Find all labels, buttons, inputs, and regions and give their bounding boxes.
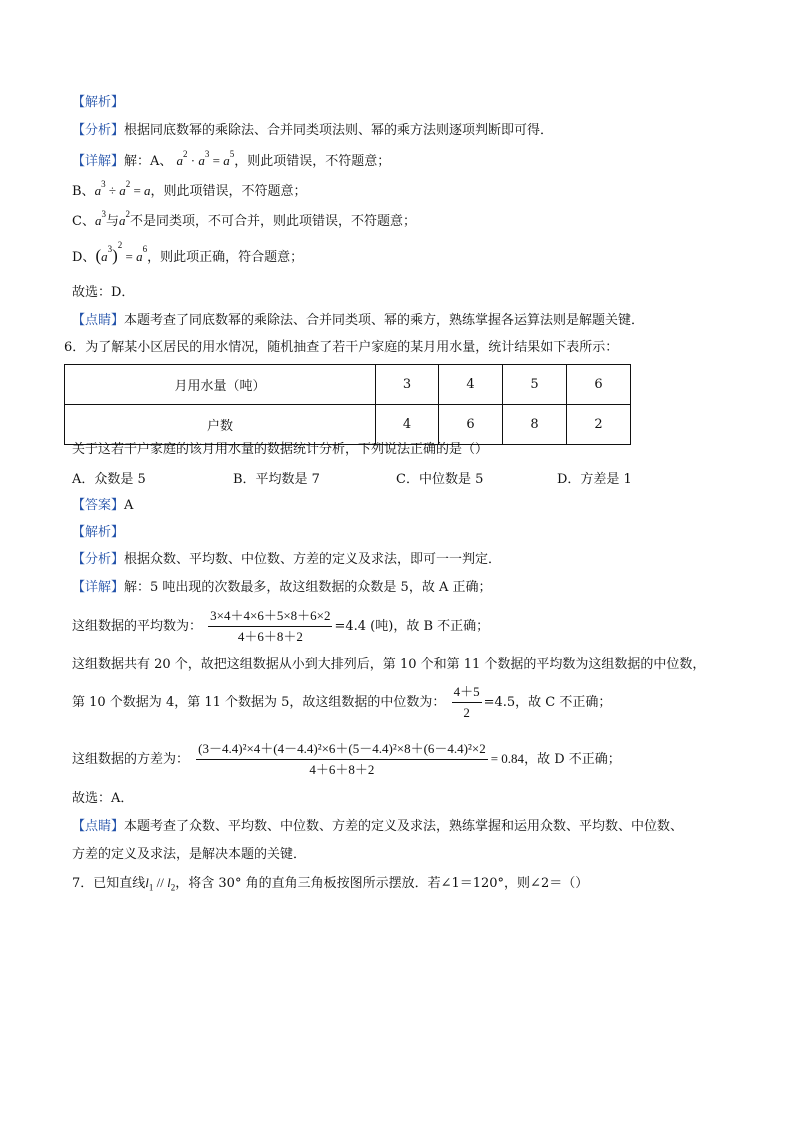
table-cell: 6 <box>567 365 631 405</box>
question-6-stem: 6．为了解某小区居民的用水情况，随机抽查了若干户家庭的某月用水量，统计结果如下表所示： <box>64 340 619 355</box>
fenxi-line-6 <box>72 550 501 570</box>
median-suffix: =4.5，故 C 不正确； <box>483 695 612 710</box>
water-usage-table <box>64 364 631 445</box>
median-numerator: 4＋5 <box>452 682 482 703</box>
option-d-suffix: ，则此项正确，符合题意； <box>147 250 304 265</box>
choice-d: 故选：D． <box>72 285 135 300</box>
table-cell: 6 <box>439 405 503 445</box>
option-a-suffix: ，则此项错误，不符题意； <box>234 154 391 169</box>
answer-value: A <box>124 498 134 513</box>
variance-line <box>72 739 621 780</box>
formula-d: $(a^3)^2 = a^6$ <box>95 240 148 265</box>
option-c-suffix: 不是同类项，不可合并，则此项错误，不符题意； <box>129 214 416 229</box>
mean-denominator: 4＋6＋8＋2 <box>237 629 303 644</box>
dianjing-text: 本题考查了同底数幂的乘除法、合并同类项、幂的乘方，熟练掌握各运算法则是解题关键． <box>124 313 645 328</box>
option-c-prefix: C、 <box>72 214 95 229</box>
table-row <box>65 405 631 445</box>
table-row-label: 月用水量（吨） <box>65 365 376 405</box>
fenxi-text: 根据同底数幂的乘除法、合并同类项法则、幂的乘方法则逐项判断即可得． <box>124 123 554 138</box>
median-line-1: 这组数据共有 20 个，故把这组数据从小到大排列后，第 10 个和第 11 个数据的平均数为这组数据的中位数， <box>72 657 706 672</box>
median-denominator: 2 <box>463 705 470 720</box>
formula-a: $a^2 \cdot a^3 = a^5$ <box>176 149 235 168</box>
variance-result: = 0.84 <box>490 751 525 766</box>
dianjing-line-6b: 方差的定义及求法，是解决本题的关键． <box>72 847 307 862</box>
fenxi-tag: 【分析】 <box>72 552 125 567</box>
jiexi-heading: 【解析】 <box>72 95 125 110</box>
option-b: B．平均数是 7 <box>233 472 320 487</box>
formula-b: $a^3 \div a^2 = a$ <box>94 179 151 198</box>
option-d: D．方差是 1 <box>557 472 632 487</box>
variance-denominator: 4＋6＋8＋2 <box>309 762 375 777</box>
median-line-2 <box>72 682 611 723</box>
median-fraction <box>452 682 482 723</box>
mean-prefix: 这组数据的平均数为： <box>72 619 203 634</box>
option-c-line: C、$a^3$与$a^2$不是同类项，不可合并，则此项错误，不符题意； <box>72 209 416 229</box>
table-row <box>65 365 631 405</box>
mean-fraction <box>208 606 332 647</box>
dianjing-text-1: 本题考查了众数、平均数、中位数、方差的定义及求法，熟练掌握和运用众数、平均数、中位数、 <box>124 819 684 834</box>
table-cell: 4 <box>376 405 439 445</box>
xiangjie-tag: 【详解】 <box>72 580 125 595</box>
variance-numerator: (3－4.4)²×4＋(4－4.4)²×6＋(5－4.4)²×8＋(6－4.4)²×2 <box>196 739 488 760</box>
question-7-text: ，将含 30° 角的直角三角板按图所示摆放．若∠1＝120°，则∠2＝（） <box>175 876 589 891</box>
dianjing-tag: 【点睛】 <box>72 819 125 834</box>
variance-prefix: 这组数据的方差为： <box>72 752 190 767</box>
question-7-prefix: 7．已知直线 <box>72 876 146 891</box>
xiangjie-line-a <box>72 151 390 172</box>
question-7-stem <box>72 873 588 898</box>
choice-a: 故选：A． <box>72 791 134 806</box>
dianjing-line-6a <box>72 817 683 837</box>
xiangjie-text: 解：5 吨出现的次数最多，故这组数据的众数是 5，故 A 正确； <box>124 580 492 595</box>
option-a-prefix: 解：A、 <box>124 154 173 169</box>
mean-suffix: =4.4 (吨)，故 B 不正确； <box>334 619 490 634</box>
mean-numerator: 3×4＋4×6＋5×8＋6×2 <box>208 606 332 627</box>
parallel-lines-notation: $l_1 // l_2$ <box>145 875 176 893</box>
jiexi-heading-6: 【解析】 <box>72 525 125 540</box>
option-d-line <box>72 240 304 268</box>
option-a: A．众数是 5 <box>72 472 146 487</box>
table-cell: 2 <box>567 405 631 445</box>
xiangjie-line-6 <box>72 578 491 598</box>
fenxi-line <box>72 121 553 141</box>
dianjing-line-1 <box>72 311 644 331</box>
option-b-suffix: ，则此项错误，不符题意； <box>150 184 307 199</box>
fenxi-text: 根据众数、平均数、中位数、方差的定义及求法，即可一一判定． <box>124 552 502 567</box>
table-cell: 5 <box>503 365 567 405</box>
xiangjie-tag: 【详解】 <box>72 154 125 169</box>
table-cell: 3 <box>376 365 439 405</box>
table-cell: 4 <box>439 365 503 405</box>
option-d-prefix: D、 <box>72 250 96 265</box>
answer-line <box>72 496 133 516</box>
mean-line <box>72 606 489 647</box>
table-row-label: 户数 <box>65 405 376 445</box>
median-prefix: 第 10 个数据为 4，第 11 个数据为 5，故这组数据的中位数为： <box>72 695 446 710</box>
variance-fraction <box>196 739 488 780</box>
option-b-line <box>72 181 307 202</box>
question-6-prompt: 关于这若干户家庭的该月用水量的数据统计分析，下列说法正确的是（） <box>72 442 489 457</box>
dianjing-tag: 【点睛】 <box>72 313 125 328</box>
fenxi-tag: 【分析】 <box>72 123 125 138</box>
option-b-prefix: B、 <box>72 184 95 199</box>
variance-suffix: ，故 D 不正确； <box>524 752 621 767</box>
option-c: C．中位数是 5 <box>396 472 484 487</box>
answer-tag: 【答案】 <box>72 498 125 513</box>
option-c-mid: 与 <box>105 214 119 229</box>
table-cell: 8 <box>503 405 567 445</box>
